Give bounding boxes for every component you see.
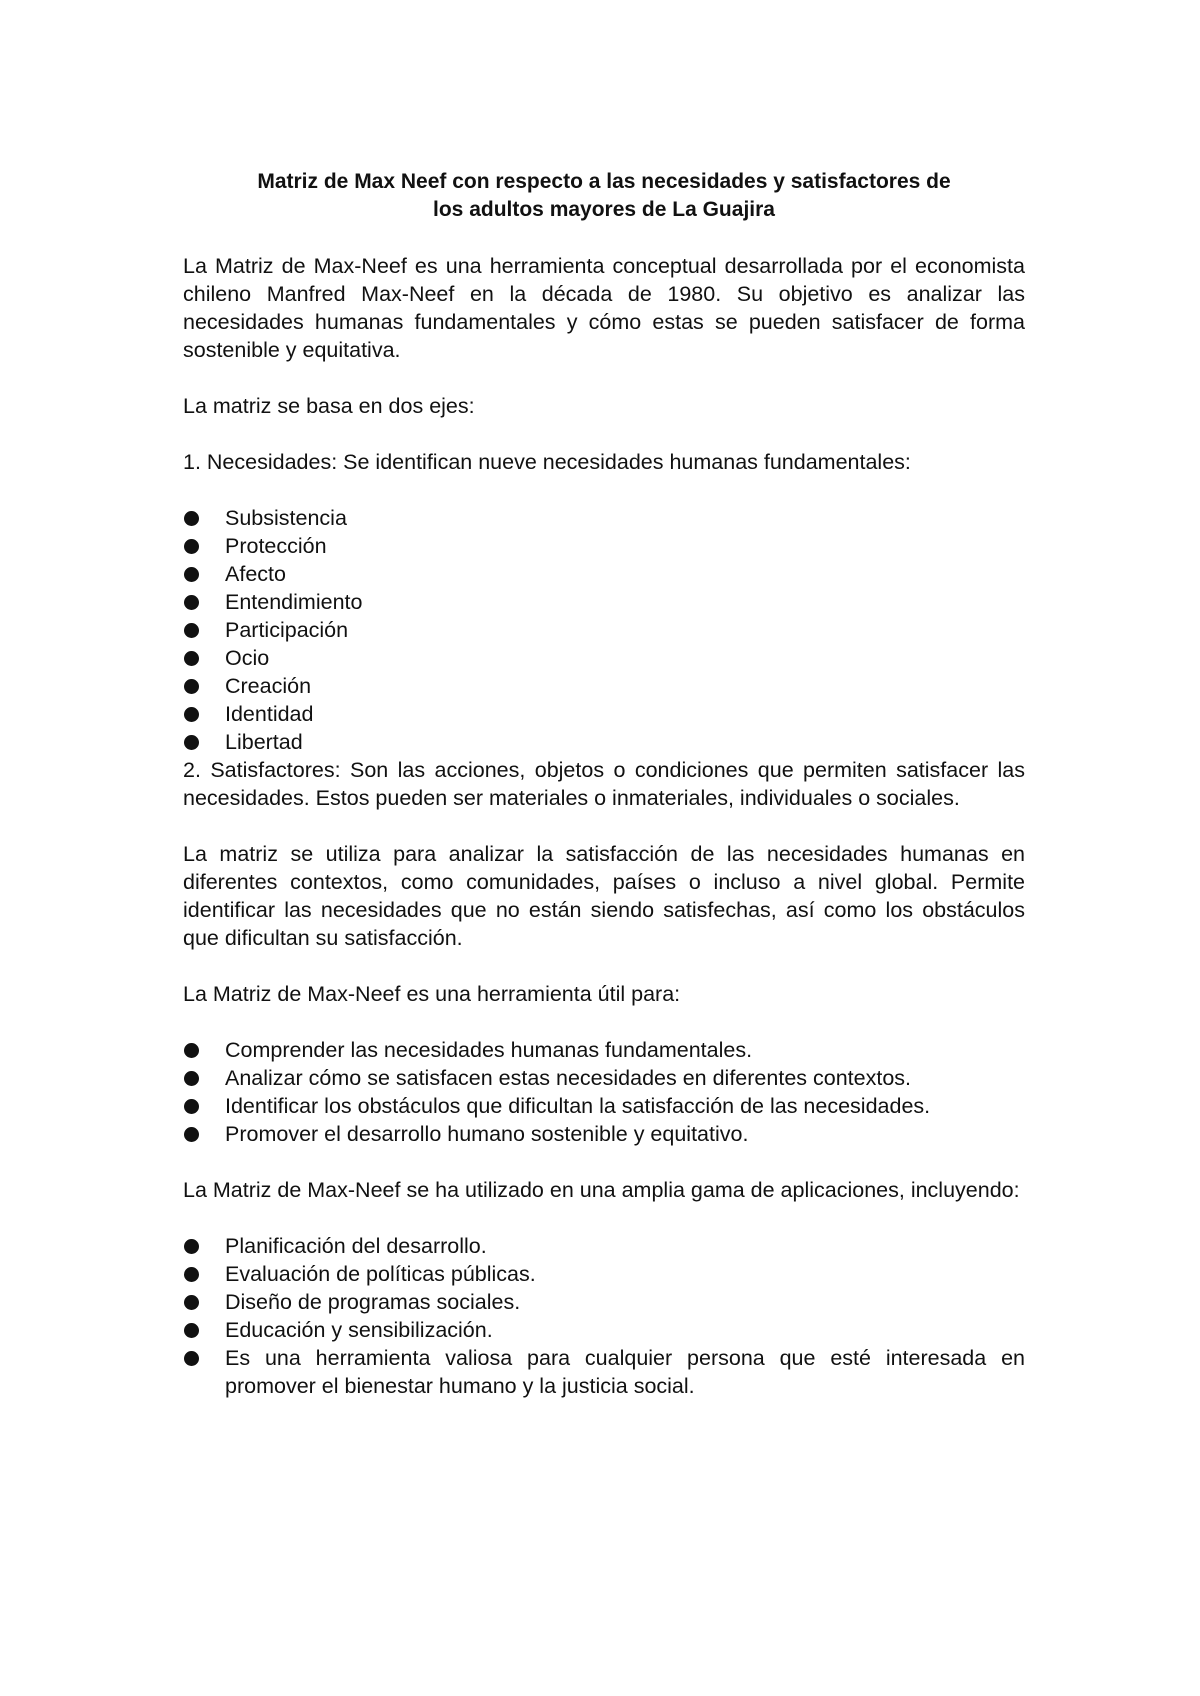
- document-title: [183, 168, 1025, 224]
- list-item: [183, 1064, 1025, 1092]
- list-item-text: Protección: [225, 534, 327, 558]
- list-item: [183, 560, 1025, 588]
- bullet-icon: [184, 1295, 199, 1310]
- bullet-icon: [184, 735, 199, 750]
- list-item: [183, 644, 1025, 672]
- list-item: [183, 1316, 1025, 1344]
- list-item: [183, 1288, 1025, 1316]
- list-item-text: Afecto: [225, 562, 286, 586]
- applications-list: [183, 1232, 1025, 1400]
- bullet-icon: [184, 1351, 199, 1366]
- list-item: [183, 700, 1025, 728]
- list-item-text: Participación: [225, 618, 349, 642]
- list-item-text: Identificar los obstáculos que dificultan la satisfacción de las necesidades.: [225, 1094, 931, 1118]
- bullet-icon: [184, 1127, 199, 1142]
- list-item: [183, 1344, 1025, 1400]
- list-item: [183, 1260, 1025, 1288]
- list-item: [183, 1232, 1025, 1260]
- list-item-text: Analizar cómo se satisfacen estas necesidades en diferentes contextos.: [225, 1066, 911, 1090]
- bullet-icon: [184, 539, 199, 554]
- list-item: [183, 728, 1025, 756]
- list-item-text: Libertad: [225, 730, 303, 754]
- useful-heading: La Matriz de Max-Neef es una herramienta útil para:: [183, 982, 681, 1006]
- bullet-icon: [184, 595, 199, 610]
- needs-heading: 1. Necesidades: Se identifican nueve necesidades humanas fundamentales:: [183, 450, 911, 474]
- title-line-2: los adultos mayores de La Guajira: [433, 198, 775, 221]
- document-body: [183, 168, 1025, 1400]
- bullet-icon: [184, 679, 199, 694]
- list-item-text: Evaluación de políticas públicas.: [225, 1262, 536, 1286]
- title-line-1: Matriz de Max Neef con respecto a las necesidades y satisfactores de: [257, 170, 951, 193]
- list-item: [183, 1120, 1025, 1148]
- list-item-text: Ocio: [225, 646, 270, 670]
- list-item: [183, 532, 1025, 560]
- list-item-text: Creación: [225, 674, 312, 698]
- list-item: [183, 1036, 1025, 1064]
- bullet-icon: [184, 1239, 199, 1254]
- list-item-text: Educación y sensibilización.: [225, 1318, 493, 1342]
- useful-list: [183, 1036, 1025, 1148]
- bullet-icon: [184, 1267, 199, 1282]
- bullet-icon: [184, 1099, 199, 1114]
- bullet-icon: [184, 567, 199, 582]
- intro-paragraph: La Matriz de Max-Neef es una herramienta conceptual desarrollada por el economista chileno Manfred Max-Neef en la década de 1980. Su objetivo es analizar las necesidades humanas fundamentales y cómo estas se pueden satisfacer de forma sostenible y equitativa.: [183, 254, 1025, 362]
- bullet-icon: [184, 623, 199, 638]
- list-item-text: Subsistencia: [225, 506, 347, 530]
- list-item-text: Promover el desarrollo humano sostenible y equitativo.: [225, 1122, 749, 1146]
- list-item-text: Es una herramienta valiosa para cualquier persona que esté interesada en promover el bienestar humano y la justicia social.: [225, 1346, 1025, 1398]
- list-item-text: Planificación del desarrollo.: [225, 1234, 487, 1258]
- needs-list: [183, 504, 1025, 756]
- bullet-icon: [184, 511, 199, 526]
- list-item: [183, 1092, 1025, 1120]
- list-item: [183, 672, 1025, 700]
- list-item-text: Entendimiento: [225, 590, 363, 614]
- bullet-icon: [184, 1071, 199, 1086]
- bullet-icon: [184, 1323, 199, 1338]
- axes-intro: La matriz se basa en dos ejes:: [183, 394, 475, 418]
- list-item: [183, 504, 1025, 532]
- satisfiers-paragraph: 2. Satisfactores: Son las acciones, objetos o condiciones que permiten satisfacer las necesidades. Estos pueden ser materiales o inmateriales, individuales o sociales.: [183, 758, 1025, 810]
- usage-paragraph: La matriz se utiliza para analizar la satisfacción de las necesidades humanas en diferentes contextos, como comunidades, países o incluso a nivel global. Permite identificar las necesidades que no están siendo satisfechas, así como los obstáculos que dificultan su satisfacción.: [183, 842, 1025, 950]
- bullet-icon: [184, 707, 199, 722]
- bullet-icon: [184, 1043, 199, 1058]
- applications-heading: La Matriz de Max-Neef se ha utilizado en una amplia gama de aplicaciones, incluyendo:: [183, 1178, 1020, 1202]
- bullet-icon: [184, 651, 199, 666]
- list-item: [183, 588, 1025, 616]
- list-item-text: Identidad: [225, 702, 314, 726]
- list-item: [183, 616, 1025, 644]
- list-item-text: Diseño de programas sociales.: [225, 1290, 521, 1314]
- list-item-text: Comprender las necesidades humanas fundamentales.: [225, 1038, 753, 1062]
